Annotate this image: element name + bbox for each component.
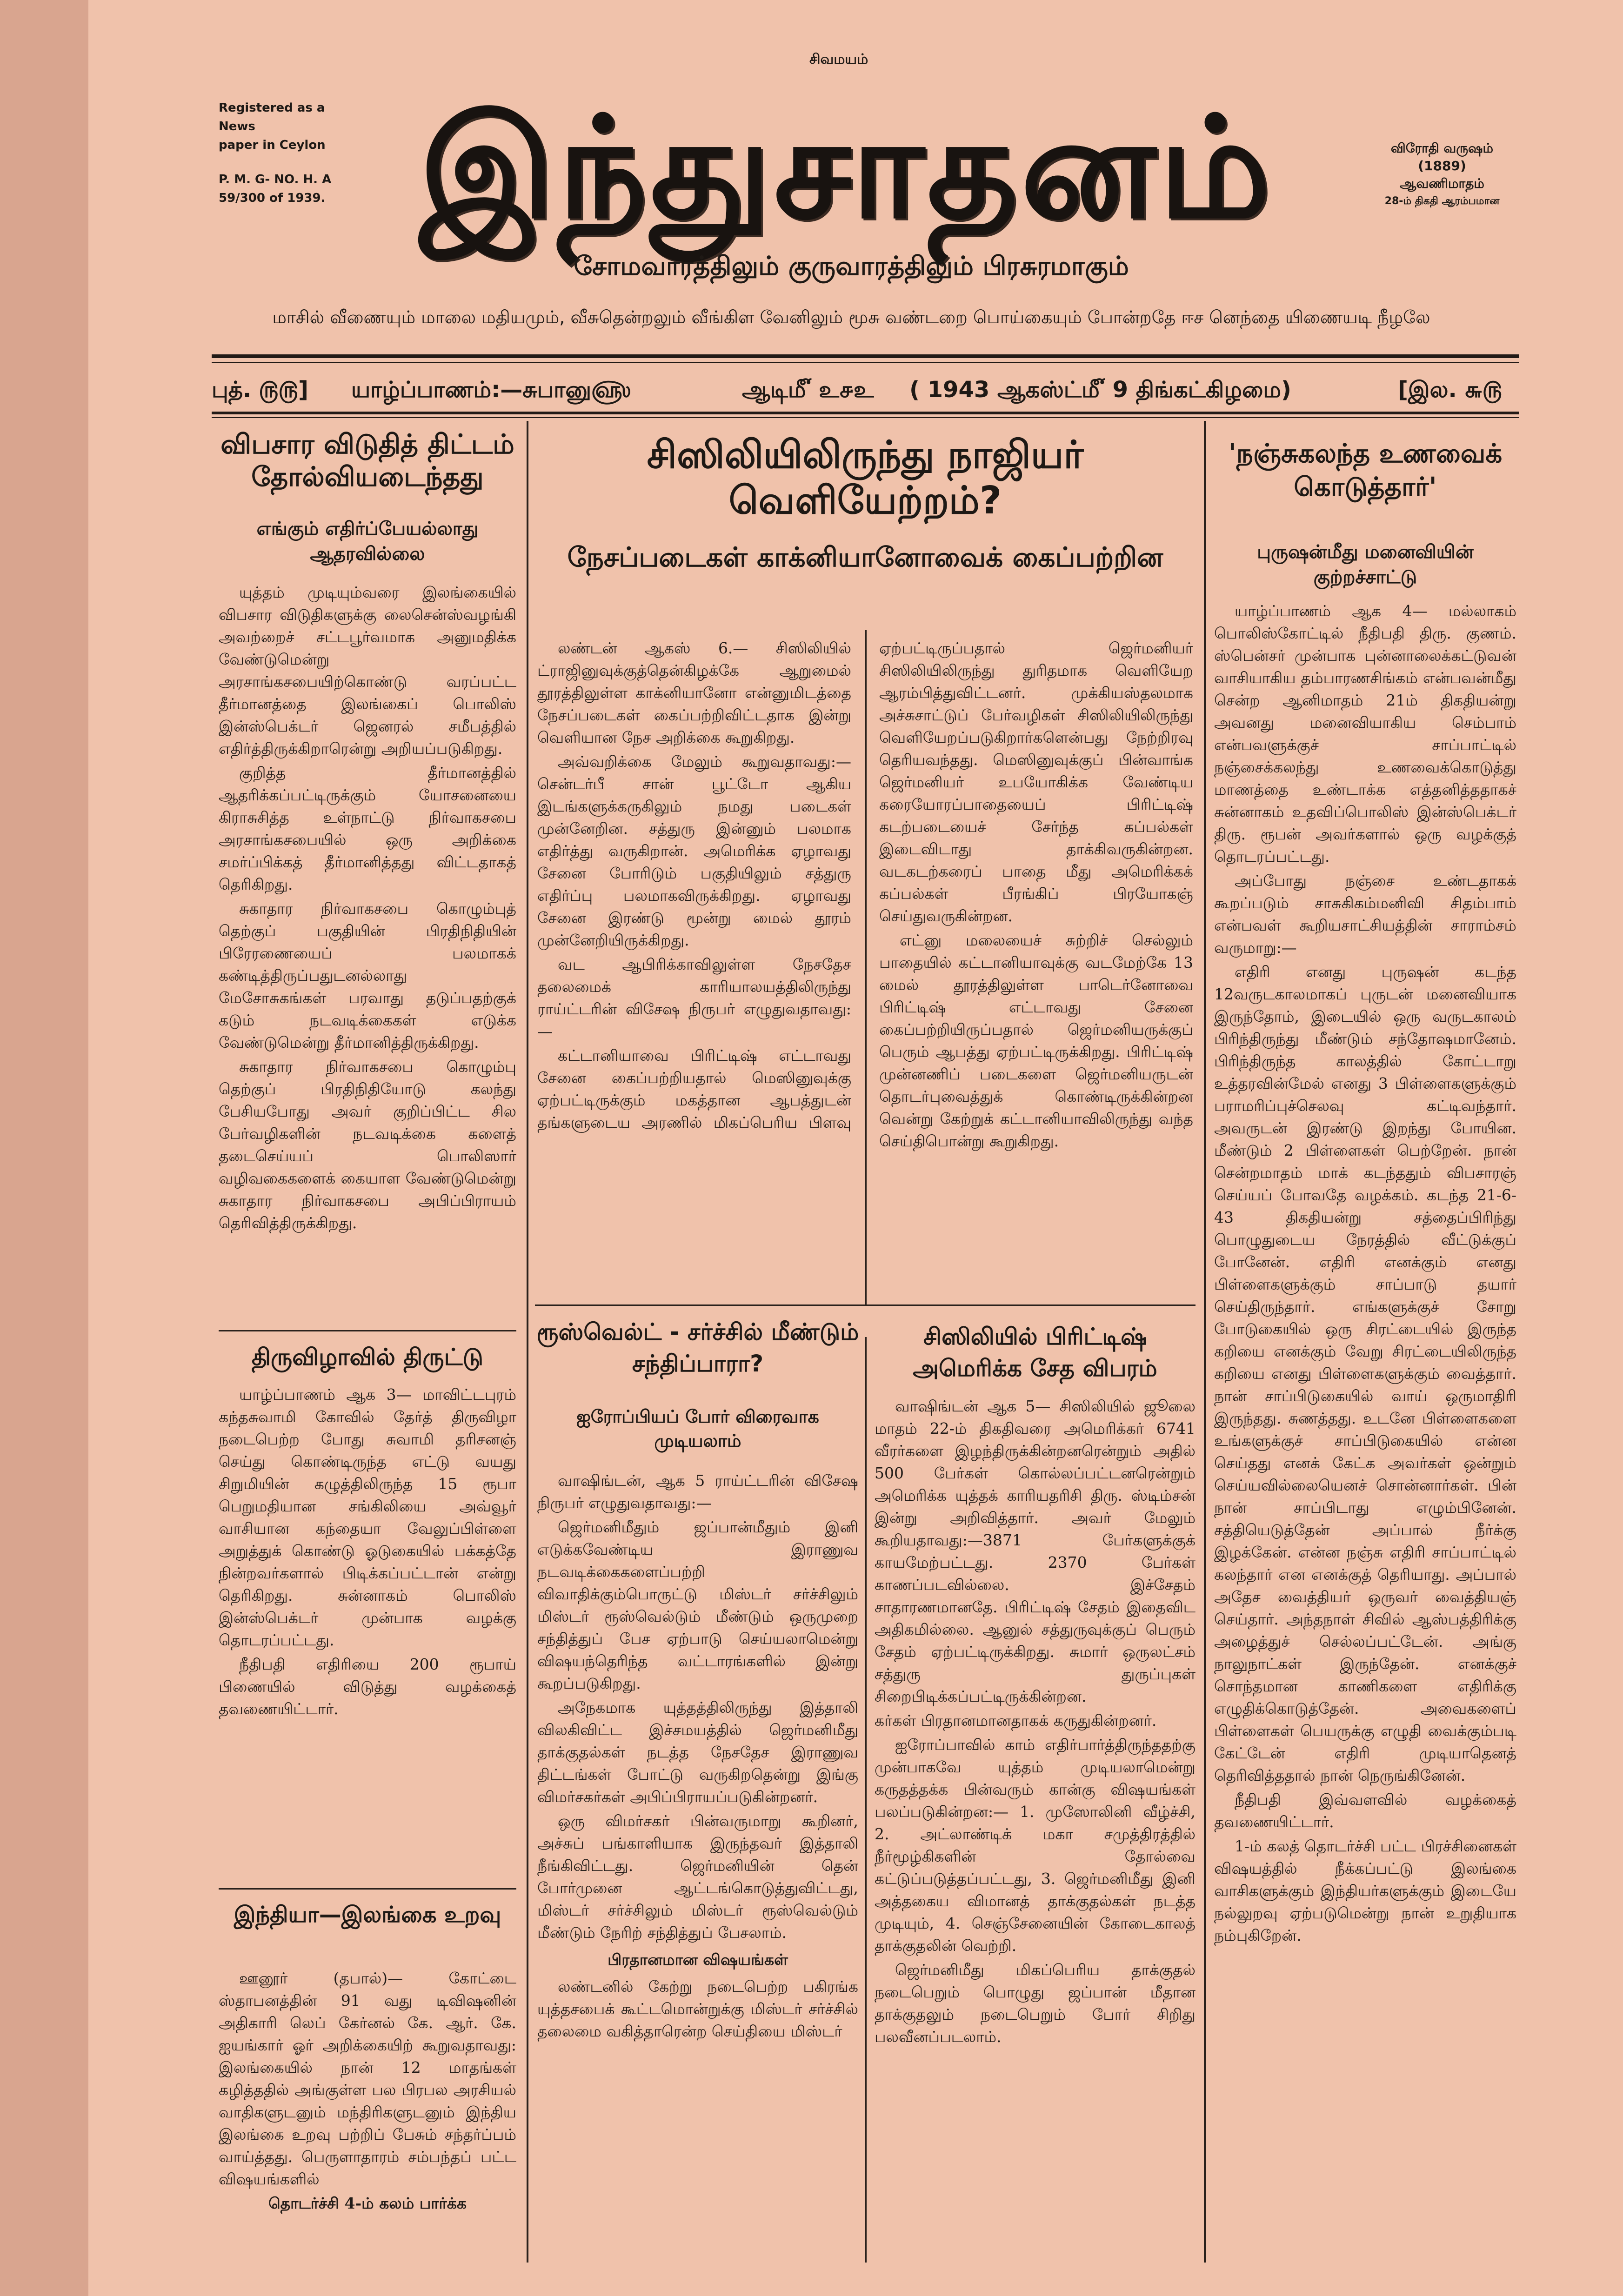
article-headline: சிஸிலியிலிருந்து நாஜியர் வெளியேற்றம்? (647, 433, 1084, 523)
article-paragraph: குறித்த தீர்மானத்தில் ஆதரிக்கப்பட்டிருக்கும் யோசனையை கிராசுசித்த உள்நாட்டு நிர்வாகசபை அரசாங்கசபையில் ஒரு அறிக்கை சமர்ப்பிக்கத் தீர்மானித்தது விட்டதாகத் தெரிகிறது. (219, 764, 516, 893)
column-rule (865, 1337, 867, 2263)
registration-line: P. M. G- NO. H. A (219, 173, 332, 186)
article-subhead: நேசப்படைகள் காக்னியானோவைக் கைப்பற்றின (567, 541, 1163, 573)
article-subhead: ஐரோப்பியப் போர் விரைவாக முடியலாம் (576, 1406, 819, 1451)
article-paragraph: எதிரி எனது புருஷன் கடந்த 12வருடகாலமாகப் புருடன் மனைவியாக இருந்தோம், இடையில் ஒரு வருடகாலம் பிரிந்திருந்து மீண்டும் சந்தோஷமானேம். பிரிந்திருந்த காலத்தில் கோட்டாறு உத்தரவின்மேல் எனது 3 பிள்ளைகளுக்கும் பராமரிப்புச்செலவு கட்டிவந்தார். அவருடன் இரண்டு இறந்து போயின. மீண்டும் 2 பிள்ளைகள் பெற்றேன். நான் சென்றமாதம் மாக் கடந்ததும் விபசாரஞ் செய்யப் போவதே வழக்கம். கடந்த 21-6-43 திகதியன்று சத்தைப்பிரிந்து பொழுதுடைய நேரத்தில் வீட்டுக்குப் போனேன். எதிரி எனக்கும் எனது பிள்ளைகளுக்கும் சாப்பாடு தயார் செய்திருந்தார். எங்களுக்குச் சோறு போடுகையில் ஒரு சிரட்டையில் இருந்த கறியை எனக்கும் வேறு சிரட்டையிலிருந்த கறியை எனது பிள்ளைகளுக்கும் வைத்தார். நான் சாப்பிடுகையில் வாய் ஒருமாதிரி இருந்தது. சுணத்தது. உடனே பிள்ளைகளை உங்களுக்குச் சாப்பிடுகையில் என்ன செய்தது எனக் கேட்க அவர்கள் ஒன்றும் செய்யவில்லையெனச் சொன்னார்கள். பின் நான் சாப்பிடாது எழும்பினேன். சத்தியெடுத்தேன் அப்பால் நீர்க்கு இழக்கேன். என்ன நஞ்சு எதிரி சாப்பாட்டில் கலந்தார் என எனக்குத் தெரியாது. அப்பால் அதேச வைத்தியர் ஒருவர் வைத்தியஞ் செய்தார். அந்தநாள் சிவில் ஆஸ்பத்திரிக்கு அழைத்துச் செல்லப்பட்டேன். அங்கு நாலுநாட்கள் இருந்தேன். எனக்குச் சொந்தமான காணிகளை எதிரிக்கு எழுதிக்கொடுத்தேன். அவைகளைப் பிள்ளைகள் பெயருக்கு எழுதி வைக்கும்படி கேட்டேன் எதிரி முடியாதெனத் தெரிவித்ததால் நான் நெருங்கினேன். (1214, 963, 1516, 1784)
article-body (1214, 600, 1516, 2260)
article-paragraph: நீதிபதி எதிரியை 200 ரூபாய் பிணையில் விடுத்து வழக்கைத் தவணையிட்டார். (219, 1655, 516, 1718)
year-info-block (1365, 140, 1519, 210)
dateline-volume: புத். ௫௫] (212, 377, 308, 403)
top-rule (212, 354, 1519, 358)
article-paragraph: ஜெர்மனிமீதும் ஜப்பான்மீதும் இனி எடுக்கவேண்டிய இராணுவ நடவடிக்கைகளைப்பற்றி விவாதிக்கும்பொருட்டு மிஸ்டர் சர்ச்சிலும் மிஸ்டர் ரூஸ்வெல்டும் மீண்டும் ஒருமுறை சந்தித்துப் பேச ஏற்பாடு செய்யலாமென்று விஷயந்தெரிந்த வட்டாரங்களில் இன்று கூறப்படுகிறது. (537, 1518, 858, 1692)
article-subhead: எங்கும் எதிர்ப்பேயல்லாது ஆதரவில்லை (256, 518, 479, 565)
dateline-english-date: ( 1943 ஆகஸ்ட்௴ 9 திங்கட்கிழமை) (909, 377, 1291, 403)
article-paragraph: யாழ்ப்பாணம் ஆக 3— மாவிட்டபுரம் கந்தசுவாமி கோவில் தேர்த் திருவிழா நடைபெற்ற போது சுவாமி தரிசனஞ் செய்து கொண்டிருந்த எட்டு வயது சிறுமியின் கழுத்திலிருந்த 15 ரூபா பெறுமதியான சங்கிலியை அவ்வூர் வாசியான கந்தையா வேலுப்பிள்ளை அறுத்துக் கொண்டு ஓடுகையில் பக்கத்தே நின்றவர்களால் பிடிக்கப்பட்டான் என்று தெரிகிறது. சுன்னாகம் பொலிஸ் இன்ஸ்பெக்டர் முன்பாக வழக்கு தொடரப்பட்டது. (219, 1385, 516, 1649)
devotional-motto: மாசில் வீணையும் மாலை மதியமும், வீசுதென்றலும் வீங்கிள வேனிலும் மூசு வண்டறை பொய்கையும் போன்றதே ஈச னெந்தை யிணையடி நீழலே (272, 307, 1430, 327)
subsection-heading: பிரதானமான விஷயங்கள் (608, 1950, 788, 1969)
article-body (875, 1395, 1196, 2260)
article-paragraph: கர்கள் பிரதானமானதாகக் கருதுகின்றனர். (875, 1711, 1157, 1730)
article-body (219, 581, 516, 1321)
publication-subtitle: சோமவாரத்திலும் குருவாரத்திலும் பிரசுரமாகும் (574, 251, 1129, 281)
page-edge (0, 0, 88, 2296)
top-rule-thin (212, 362, 1519, 363)
article-paragraph: யுத்தம் முடியும்வரை இலங்கையில் விபசார விடுதிகளுக்கு லைசென்ஸ்வழங்கி அவற்றைச் சட்டபூர்வமாக அனுமதிக்க வேண்டுமென்று அரசாங்கசபையிற்கொண்டு வரப்பட்ட தீர்மானத்தை இலங்கைப் பொலிஸ் இன்ஸ்பெக்டர் ஜெனரல் சமீபத்தில் எதிர்த்திருக்கிறாரென்று அறியப்படுகிறது. (219, 583, 516, 758)
article-headline: 'நஞ்சுகலந்த உணவைக் கொடுத்தார்' (1228, 439, 1503, 502)
column-rule (1204, 421, 1206, 2263)
section-rule (219, 1330, 516, 1331)
registration-line: 59/300 of 1939. (219, 191, 326, 205)
dateline-tamil-date: ஆடி௴ உ௪உ (742, 377, 874, 403)
article-body (219, 1967, 516, 2260)
year-info-line: (1889) (1418, 158, 1466, 173)
dateline (212, 371, 1519, 408)
article-headline: விபசார விடுதித் திட்டம் தோல்வியடைந்தது (220, 428, 514, 492)
article-paragraph: அப்போது நஞ்சை உண்டதாகக் கூறப்படும் சாசுகிகம்மனிவி சிதம்பாம் என்பவள் கூறியசாட்சியத்தின் சாராம்சம் வருமாறு:— (1214, 872, 1516, 957)
article-paragraph: சுகாதார நிர்வாகசபை கொழும்புத் தெற்குப் பகுதியின் பிரதிநிதியின் பிரேரணையைப் பலமாகக் கண்டித்திருப்பதுடனல்லாது மேசோசுகங்கள் பரவாது தடுப்பதற்குக் கடும் நடவடிக்கைகள் எடுக்க வேண்டுமென்று தீர்மானித்திருக்கிறது. (219, 899, 516, 1052)
article-paragraph: 1-ம் கலத் தொடர்ச்சி பட்ட பிரச்சினைகள் விஷயத்தில் நீக்கப்பட்டு இலங்கை வாசிகளுக்கும் இந்தியர்களுக்கும் இடையே நல்லுறவு ஏற்படுமென்று நான் உறுதியாக நம்புகிறேன். (1214, 1837, 1516, 1944)
section-rule (219, 1888, 516, 1890)
registration-line: paper in Ceylon (219, 138, 326, 152)
article-paragraph: லண்டன் ஆகஸ் 6.— சிஸிலியில் ட்ராஜினுவுக்குத்தென்கிழக்கே ஆறுமைல் தூரத்திலுள்ள காக்னியானோ என்னுமிடத்தை நேசப்படைகள் கைப்பற்றிவிட்டதாக இன்று வெளியான நேச அறிக்கை கூறுகிறது. (537, 639, 851, 746)
article-paragraph: சுகாதார நிர்வாகசபை கொழும்பு தெற்குப் பிரதிநிதியோடு கலந்து பேசியபோது அவர் குறிப்பிட்ட சில பேர்வழிகளின் நடவடிக்கை களைத் தடைசெய்யப் பொலிஸார் வழிவகைகளைக் கையாள வேண்டுமென்று சுகாதார நிர்வாகசபை அபிப்பிராயம் தெரிவித்திருக்கிறது. (219, 1058, 516, 1232)
article-paragraph: ஐரோப்பாவில் காம் எதிர்பார்த்திருந்ததற்கு முன்பாகவே யுத்தம் முடியலாமென்று கருதத்தக்க பின்வரும் கான்கு விஷயங்கள் பலப்படுகின்றன:— 1. முஸோலினி வீழ்ச்சி, 2. அட்லாண்டிக் மகா சமுத்திரத்தில் நீர்மூழ்கிகளின் தோல்வை கட்டுப்படுத்தப்பட்டது, 3. ஜெர்மனிமீது இனி அத்தகைய விமானத் தாக்குதல்கள் நடத்த முடியும், 4. செஞ்சேனையின் கோடைகாலத் தாக்குதலின் வெற்றி. (875, 1736, 1196, 1955)
dateline-rule (212, 412, 1519, 414)
article-headline: இந்தியா—இலங்கை உறவு (234, 1902, 501, 1928)
registration-block (219, 99, 349, 207)
top-motto: சிவமயம் (809, 51, 868, 67)
year-info-line: ஆவணிமாதம் (1400, 176, 1484, 191)
article-paragraph: ஜெர்மனிமீது மிகப்பெரிய தாக்குதல் நடைபெறும் பொழுது ஜப்பான் மீதான தாக்குதலும் நடைபெறும் போர் சிறிது பலவீனப்படலாம். (875, 1961, 1196, 2046)
masthead-title: இந்துசாதனம் (419, 85, 1274, 249)
article-paragraph: யாழ்ப்பாணம் ஆக 4— மல்லாகம் பொலிஸ்கோட்டில் நீதிபதி திரு. குணம். ஸ்பென்சர் முன்பாக புன்னாலைக்கட்டுவன் வாசியாகிய தம்பாரணசிங்கம் என்பவன்மீது சென்ற ஆனிமாதம் 21ம் திகதியன்று அவனது மனைவியாகிய செம்பாம் என்பவளுக்குச் சாப்பாட்டில் நஞ்சைக்கலந்து உணவைக்கொடுத்து மாணத்தை உண்டாக்க எத்தனித்ததாகச் சுன்னாகம் உதவிப்பொலிஸ் இன்ஸ்பெக்டர் திரு. ரூபன் அவர்களால் ஒரு வழக்குத் தொடரப்பட்டது. (1214, 602, 1516, 865)
year-info-line: விரோதி வருஷம் (1390, 140, 1494, 156)
dateline-place: யாழ்ப்பாணம்:—சுபானு௵ (351, 377, 631, 403)
article-headline: சிஸிலியில் பிரிட்டிஷ் அமெரிக்க சேத விபரம் (913, 1323, 1157, 1382)
article-body (219, 1384, 516, 1881)
article-headline: ரூஸ்வெல்ட் - சர்ச்சில் மீண்டும் சந்திப்பாரா? (536, 1318, 859, 1377)
article-subhead: புருஷன்மீது மனைவியின் குற்றச்சாட்டு (1257, 541, 1474, 588)
section-rule (535, 1304, 1196, 1306)
article-paragraph: அநேகமாக யுத்தத்திலிருந்து இத்தாலி விலகிவிட்ட இச்சமயத்தில் ஜெர்மனிமீது தாக்குதல்கள் நடத்த நேசதேச இராணுவ திட்டங்கள் போட்டு வருகிறதென்று இங்கு விமர்சகர்கள் அபிப்பிராயப்படுகின்றனர். (537, 1698, 858, 1806)
article-paragraph: வாஷிங்டன், ஆக 5 ராய்ட்டரின் விசேஷ நிருபர் எழுதுவதாவது:— (537, 1471, 858, 1512)
continuation-note: தொடர்ச்சி 4-ம் கலம் பார்க்க (268, 2194, 467, 2212)
column-rule (527, 421, 528, 2263)
year-info-line: 28-ம் திகதி ஆரம்பமான (1384, 195, 1500, 207)
registration-line: Registered as a News (219, 101, 325, 133)
article-paragraph: ஒரு விமர்சகர் பின்வருமாறு கூறினர், அச்சுப் பங்காளியாக இருந்தவர் இத்தாலி நீங்கிவிட்டது. ஜெர்மனியின் தென் போர்முனை ஆட்டங்கொடுத்துவிட்டது, மிஸ்டர் சர்ச்சிலும் மிஸ்டர் ரூஸ்வெல்டும் மீண்டும் நேரிற் சந்தித்துப் பேசலாம். (537, 1812, 858, 1942)
dateline-issue: [இல. ௬௫ (1398, 377, 1503, 403)
article-paragraph: வாஷிங்டன் ஆக 5— சிஸிலியில் ஜூலை மாதம் 22-ம் திகதிவரை அமெரிக்கர் 6741 வீரர்களை இழந்திருக்கின்றனரென்றும் அதில் 500 பேர்கள் கொல்லப்பட்டனரென்றும் அமெரிக்க யுத்தக் காரியதரிசி திரு. ஸ்டிம்சன் இன்று அறிவித்தார். அவர் மேலும் கூறியதாவது:—3871 பேர்களுக்குக் காயமேற்பட்டது. 2370 பேர்கள் காணப்படவில்லை. இச்சேதம் சாதாரணமானதே. பிரிட்டிஷ் சேதம் இதைவிட அதிகமில்லை. ஆனுல் சத்துருவுக்குப் பெரும் சேதம் ஏற்பட்டிருக்கிறது. சுமார் ஒருலட்சம் சத்துரு துருப்புகள் சிறைபிடிக்கப்பட்டிருக்கின்றன. (875, 1397, 1196, 1705)
article-paragraph: கட்டானியாவை பிரிட்டிஷ் எட்டாவது சேனை கைப்பற்றியதால் மெஸினுவுக்கு ஏற்பட்டிருக்கும் மகத்தான ஆபத்துடன் தங்களுடைய அரணில் மிகப்பெரிய பிளவு ஏற்பட்டிருப்பதால் ஜெர்மனியர் சிஸிலியிலிருந்து துரிதமாக வெளியேற ஆரம்பித்துவிட்டனர். முக்கியஸ்தலமாக அச்சுசாட்டுப் பேர்வழிகள் சிஸிலியிலிருந்து வெளியேறப்படுகிறார்களென்பது நேற்றிரவு தெரியவந்தது. மெஸினுவுக்குப் பின்வாங்க ஜெர்மனியர் உபயோகிக்க வேண்டிய கரையோரப்பாதையைப் பிரிட்டிஷ் கடற்படையைச் சேர்ந்த கப்பல்கள் இடைவிடாது தாக்கிவருகின்றன. வடகடற்கரைப் பாதை மீது அமெரிக்கக் கப்பல்கள் பீரங்கிப் பிரயோகஞ் செய்துவருகின்றன. (537, 639, 1193, 1131)
article-paragraph: அவ்வறிக்கை மேலும் கூறுவதாவது:— சென்டர்பீ சான் பூட்டோ ஆகிய இடங்களுக்கருகிலும் நமது படைகள் முன்னேறின. சத்துரு இன்னும் பலமாக எதிர்த்து வருகிறான். அமெரிக்க ஏழாவது சேனை போரிடும் பகுதியிலும் சத்துரு எதிர்ப்பு பலமாகவிருக்கிறது. ஏழாவது சேனை இரண்டு மூன்று மைல் தூரம் முன்னேறியிருக்கிறது. (537, 752, 851, 949)
dateline-rule-thin (212, 417, 1519, 418)
article-body (537, 637, 1193, 1298)
article-paragraph: ஊனூர் (தபால்)— கோட்டை ஸ்தாபனத்தின் 91 வது டிவிஷனின் அதிகாரி லெப் கேர்னல் கே. ஆர். கே. ஐயங்கார் ஓர் அறிக்கையிற் கூறுவதாவது: இலங்கையில் நான் 12 மாதங்கள் கழித்ததில் அங்குள்ள பல பிரபல அரசியல் வாதிகளுடனும் மந்திரிகளுடனும் இந்திய இலங்கை உறவு பற்றிப் பேசும் சந்தர்ப்பம் வாய்த்தது. பெருளாதாரம் சம்பந்தப் பட்ட விஷயங்களில் (219, 1969, 516, 2188)
article-paragraph: வட ஆபிரிக்காவிலுள்ள நேசதேச தலைமைக் காரியாலயத்திலிருந்து ராய்ட்டரின் விசேஷ நிருபர் எழுதுவதாவது:— (537, 955, 851, 1040)
article-paragraph: எட்னு மலையைச் சுற்றிச் செல்லும் பாதையில் கட்டானியாவுக்கு வடமேற்கே 13 மைல் தூரத்திலுள்ள பாடெர்னோவை பிரிட்டிஷ் எட்டாவது சேனை கைப்பற்றியிருப்பதால் ஜெர்மனியருக்குப் பெரும் ஆபத்து ஏற்பட்டிருக்கிறது. பிரிட்டிஷ் முன்னணிப் படைகளை ஜெர்மனியருடன் தொடர்புவைத்துக் கொண்டிருக்கின்றன வென்று கேற்றுக் கட்டானியாவிலிருந்து வந்த செய்திபொன்று கூறுகிறது. (879, 931, 1193, 1150)
article-paragraph: நீதிபதி இவ்வளவில் வழக்கைத் தவணையிட்டார். (1214, 1790, 1516, 1831)
article-body (537, 1470, 858, 2260)
article-headline: திருவிழாவில் திருட்டு (251, 1344, 484, 1371)
article-paragraph: லண்டனில் கேற்று நடைபெற்ற பகிரங்க யுத்தசபைக் கூட்டமொன்றுக்கு மிஸ்டர் சர்ச்சில் தலைமை வகித்தாரென்ற செய்தியை மிஸ்டர் (537, 1977, 858, 2040)
